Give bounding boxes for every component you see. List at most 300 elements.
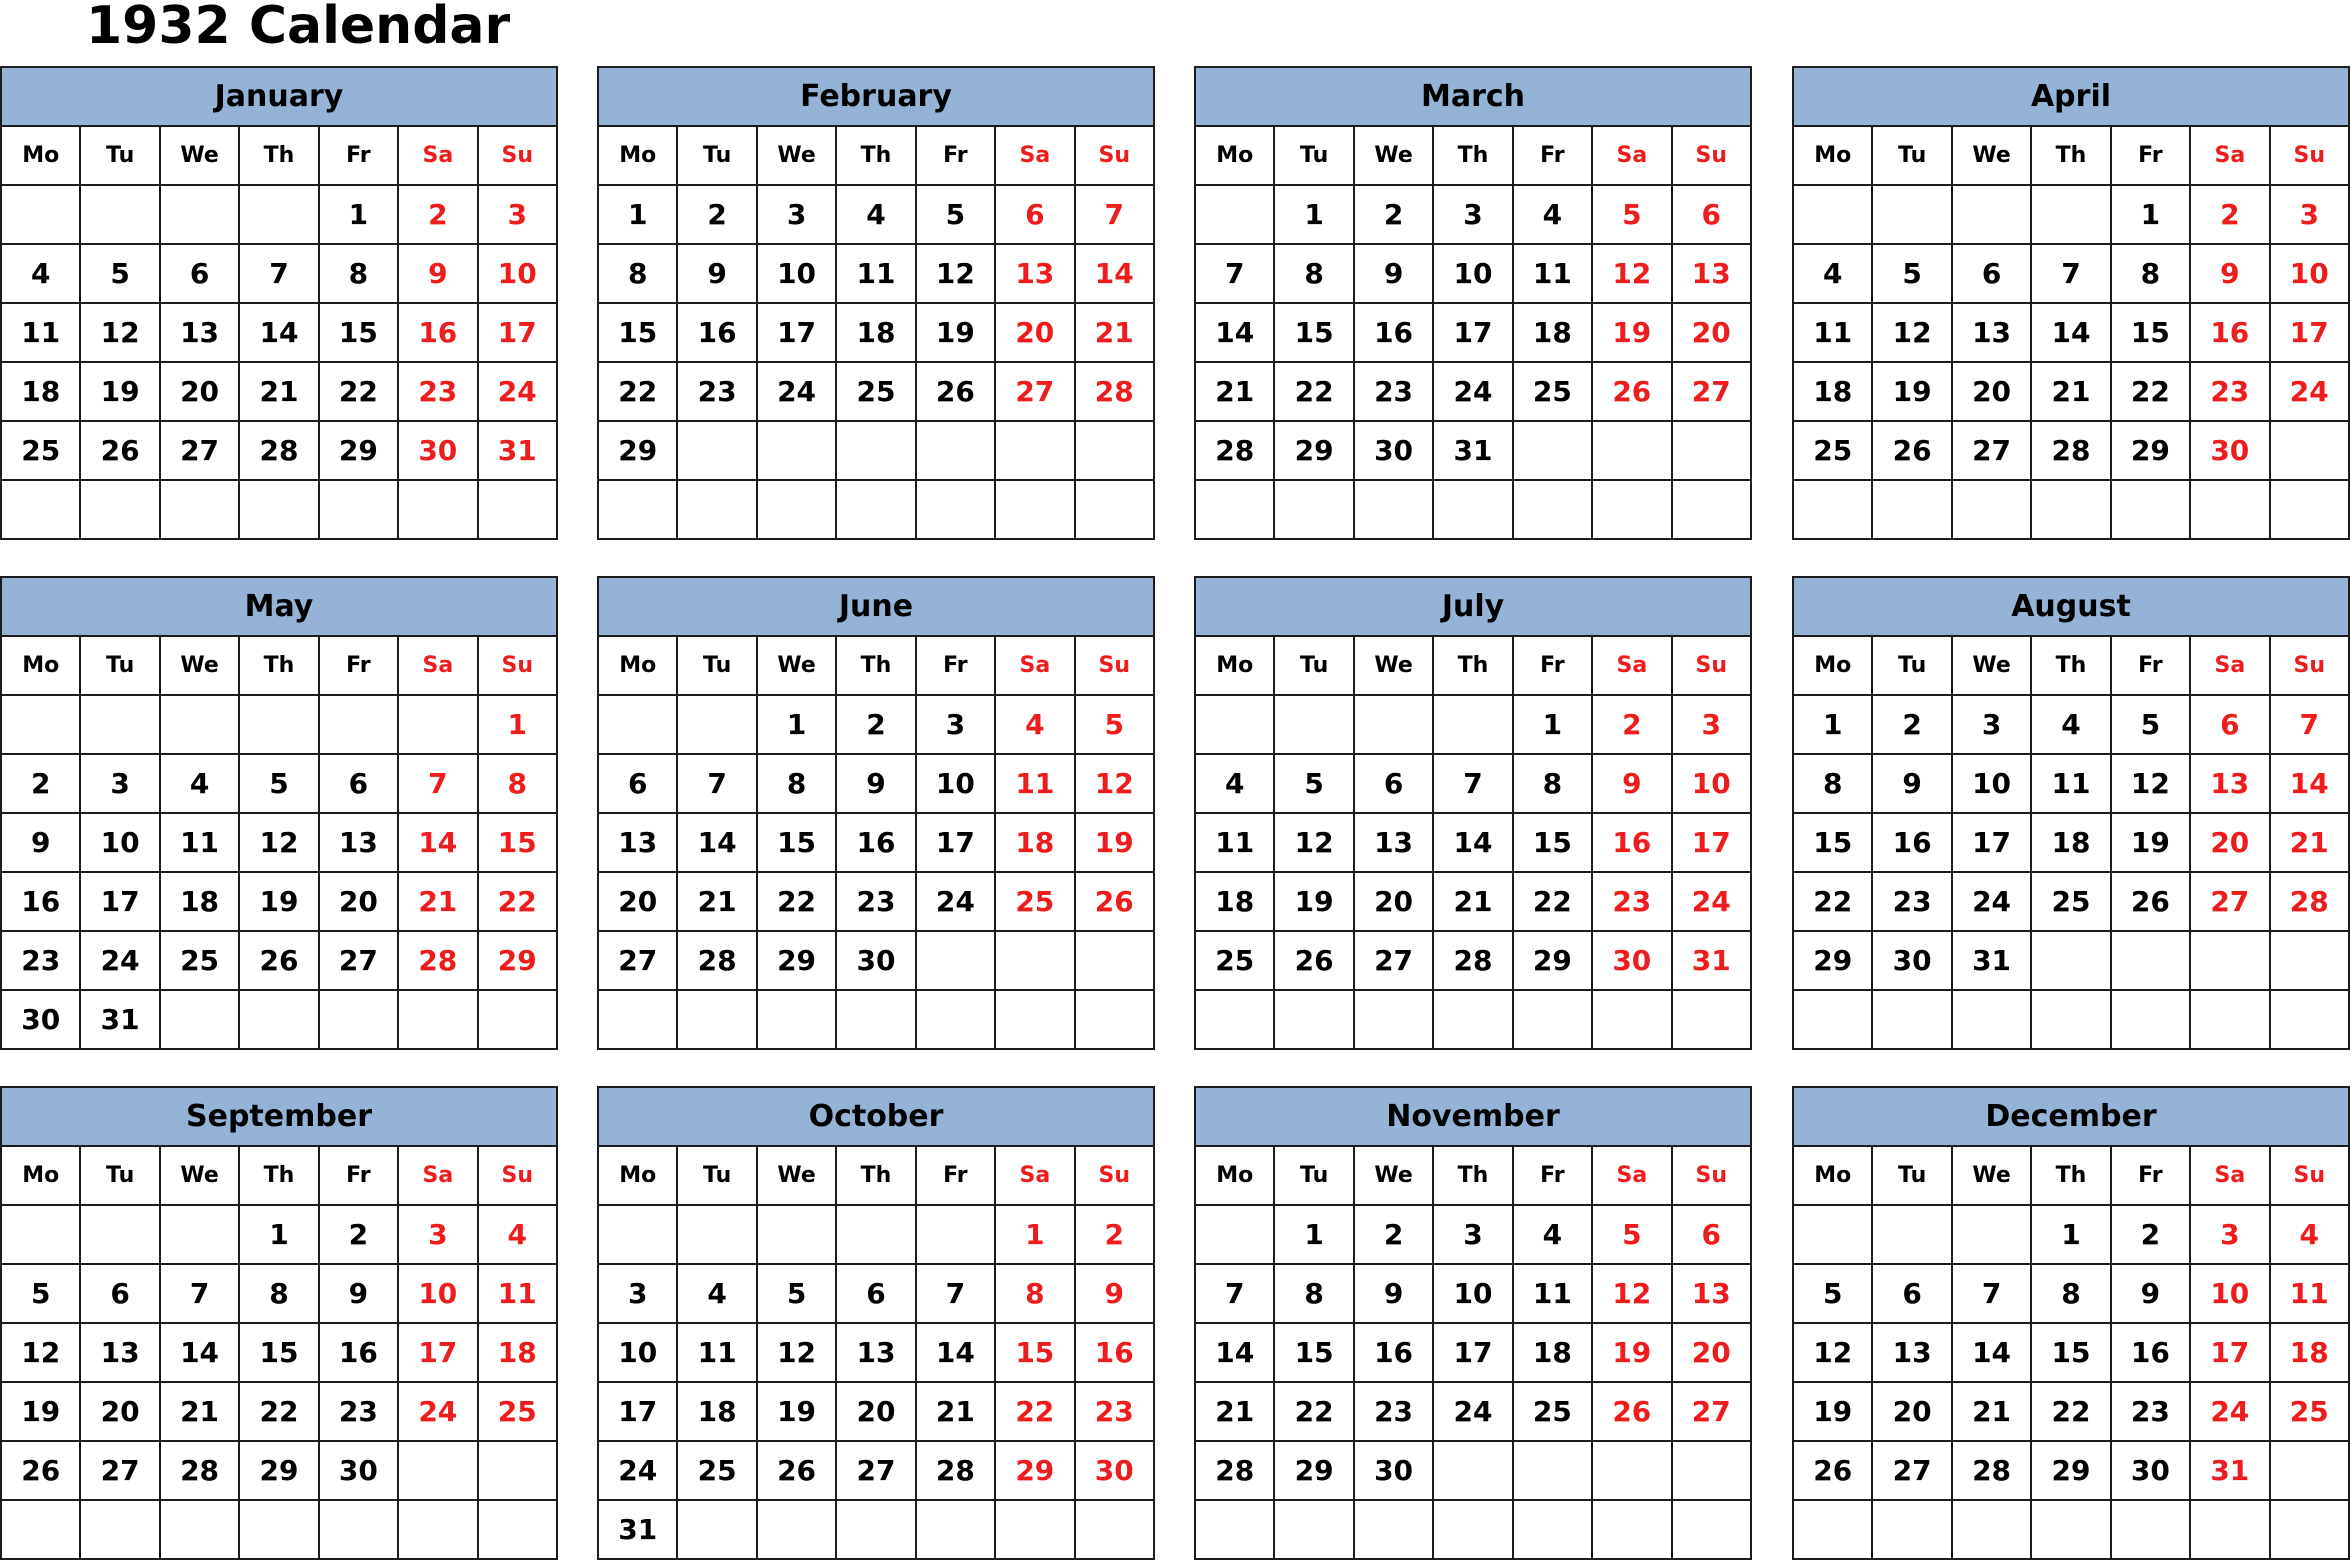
day-cell bbox=[1354, 990, 1433, 1049]
day-cell: 24 bbox=[757, 362, 836, 421]
day-cell: 4 bbox=[1, 244, 80, 303]
day-cell bbox=[836, 421, 915, 480]
day-cell: 14 bbox=[239, 303, 318, 362]
month-january bbox=[0, 66, 558, 540]
day-cell: 19 bbox=[1075, 813, 1154, 872]
day-cell bbox=[80, 695, 159, 754]
day-cell: 4 bbox=[995, 695, 1074, 754]
day-cell: 9 bbox=[677, 244, 756, 303]
weekday-header: Tu bbox=[80, 1146, 159, 1205]
day-cell bbox=[1075, 1500, 1154, 1559]
day-cell bbox=[1793, 480, 1872, 539]
day-cell bbox=[1513, 1441, 1592, 1500]
day-cell: 13 bbox=[1672, 1264, 1751, 1323]
day-cell: 21 bbox=[1195, 1382, 1274, 1441]
weekday-header: Sa bbox=[2190, 1146, 2269, 1205]
day-cell: 6 bbox=[319, 754, 398, 813]
day-cell: 27 bbox=[160, 421, 239, 480]
weekday-header: We bbox=[1952, 636, 2031, 695]
day-cell bbox=[995, 1500, 1074, 1559]
day-cell bbox=[1, 185, 80, 244]
day-cell bbox=[398, 1441, 477, 1500]
weekday-header: Fr bbox=[319, 1146, 398, 1205]
day-cell: 31 bbox=[1952, 931, 2031, 990]
day-cell bbox=[677, 695, 756, 754]
day-cell: 13 bbox=[160, 303, 239, 362]
day-cell bbox=[1592, 1500, 1671, 1559]
day-cell: 23 bbox=[836, 872, 915, 931]
day-cell bbox=[1672, 421, 1751, 480]
day-cell: 15 bbox=[1274, 303, 1353, 362]
day-cell: 25 bbox=[1793, 421, 1872, 480]
day-cell: 19 bbox=[1592, 303, 1671, 362]
day-cell: 26 bbox=[1075, 872, 1154, 931]
weekday-header: Fr bbox=[916, 636, 995, 695]
day-cell: 23 bbox=[1592, 872, 1671, 931]
day-cell bbox=[80, 1500, 159, 1559]
day-cell: 6 bbox=[1952, 244, 2031, 303]
day-cell: 15 bbox=[1513, 813, 1592, 872]
weekday-header: We bbox=[1354, 1146, 1433, 1205]
day-cell: 9 bbox=[1354, 1264, 1433, 1323]
day-cell bbox=[2031, 1500, 2110, 1559]
day-cell bbox=[757, 421, 836, 480]
day-cell bbox=[1274, 480, 1353, 539]
weekday-header: Su bbox=[2270, 636, 2349, 695]
day-cell bbox=[836, 990, 915, 1049]
day-cell: 28 bbox=[1952, 1441, 2031, 1500]
day-cell: 17 bbox=[1433, 1323, 1512, 1382]
day-cell: 2 bbox=[398, 185, 477, 244]
day-cell bbox=[160, 480, 239, 539]
day-cell bbox=[1, 1500, 80, 1559]
day-cell: 22 bbox=[1274, 362, 1353, 421]
day-cell bbox=[2031, 480, 2110, 539]
day-cell: 28 bbox=[916, 1441, 995, 1500]
day-cell: 9 bbox=[1872, 754, 1951, 813]
day-cell: 14 bbox=[2031, 303, 2110, 362]
weekday-header: We bbox=[1952, 1146, 2031, 1205]
weekday-header: Su bbox=[1672, 636, 1751, 695]
day-cell: 28 bbox=[398, 931, 477, 990]
day-cell: 30 bbox=[1872, 931, 1951, 990]
day-cell bbox=[2111, 931, 2190, 990]
day-cell: 15 bbox=[598, 303, 677, 362]
day-cell: 24 bbox=[2190, 1382, 2269, 1441]
day-cell bbox=[757, 1500, 836, 1559]
day-cell: 31 bbox=[2190, 1441, 2269, 1500]
day-cell: 3 bbox=[1952, 695, 2031, 754]
day-cell: 26 bbox=[916, 362, 995, 421]
day-cell: 11 bbox=[478, 1264, 557, 1323]
day-cell: 31 bbox=[598, 1500, 677, 1559]
day-cell: 20 bbox=[2190, 813, 2269, 872]
day-cell bbox=[1672, 1500, 1751, 1559]
day-cell: 20 bbox=[1952, 362, 2031, 421]
day-cell: 25 bbox=[677, 1441, 756, 1500]
day-cell: 22 bbox=[1274, 1382, 1353, 1441]
day-cell bbox=[836, 1205, 915, 1264]
day-cell bbox=[1354, 695, 1433, 754]
day-cell: 5 bbox=[239, 754, 318, 813]
day-cell: 7 bbox=[1195, 1264, 1274, 1323]
day-cell bbox=[1, 695, 80, 754]
day-cell: 7 bbox=[1075, 185, 1154, 244]
day-cell: 1 bbox=[995, 1205, 1074, 1264]
day-cell: 24 bbox=[916, 872, 995, 931]
weekday-header: Mo bbox=[598, 636, 677, 695]
day-cell: 21 bbox=[916, 1382, 995, 1441]
day-cell: 23 bbox=[1354, 1382, 1433, 1441]
day-cell: 13 bbox=[836, 1323, 915, 1382]
day-cell: 5 bbox=[1592, 1205, 1671, 1264]
day-cell: 25 bbox=[160, 931, 239, 990]
day-cell: 18 bbox=[2031, 813, 2110, 872]
day-cell: 30 bbox=[1075, 1441, 1154, 1500]
day-cell bbox=[239, 1500, 318, 1559]
weekday-header: Su bbox=[2270, 1146, 2349, 1205]
month-name: January bbox=[1, 67, 557, 126]
day-cell: 17 bbox=[1672, 813, 1751, 872]
weekday-header: Su bbox=[2270, 126, 2349, 185]
month-name: August bbox=[1793, 577, 2349, 636]
day-cell: 4 bbox=[1195, 754, 1274, 813]
day-cell bbox=[1195, 990, 1274, 1049]
day-cell: 25 bbox=[995, 872, 1074, 931]
day-cell bbox=[836, 480, 915, 539]
day-cell: 27 bbox=[1354, 931, 1433, 990]
day-cell: 19 bbox=[239, 872, 318, 931]
day-cell bbox=[2190, 1500, 2269, 1559]
day-cell bbox=[1793, 1500, 1872, 1559]
day-cell bbox=[1872, 480, 1951, 539]
day-cell: 16 bbox=[1872, 813, 1951, 872]
day-cell: 31 bbox=[1672, 931, 1751, 990]
weekday-header: Th bbox=[1433, 636, 1512, 695]
day-cell: 10 bbox=[916, 754, 995, 813]
day-cell: 17 bbox=[598, 1382, 677, 1441]
day-cell: 13 bbox=[2190, 754, 2269, 813]
day-cell: 14 bbox=[398, 813, 477, 872]
day-cell bbox=[1195, 480, 1274, 539]
day-cell: 1 bbox=[1274, 1205, 1353, 1264]
day-cell: 12 bbox=[757, 1323, 836, 1382]
day-cell bbox=[80, 1205, 159, 1264]
day-cell: 11 bbox=[1195, 813, 1274, 872]
day-cell bbox=[1433, 1500, 1512, 1559]
weekday-header: Mo bbox=[1195, 126, 1274, 185]
weekday-header: Su bbox=[478, 126, 557, 185]
day-cell: 16 bbox=[677, 303, 756, 362]
day-cell: 9 bbox=[1354, 244, 1433, 303]
day-cell bbox=[398, 695, 477, 754]
day-cell: 16 bbox=[836, 813, 915, 872]
day-cell: 15 bbox=[1274, 1323, 1353, 1382]
day-cell: 10 bbox=[398, 1264, 477, 1323]
day-cell: 30 bbox=[319, 1441, 398, 1500]
day-cell: 31 bbox=[80, 990, 159, 1049]
day-cell: 1 bbox=[478, 695, 557, 754]
day-cell: 6 bbox=[1872, 1264, 1951, 1323]
weekday-header: Tu bbox=[1872, 636, 1951, 695]
day-cell bbox=[2031, 931, 2110, 990]
day-cell: 7 bbox=[160, 1264, 239, 1323]
day-cell: 6 bbox=[160, 244, 239, 303]
day-cell bbox=[2111, 990, 2190, 1049]
day-cell: 14 bbox=[1433, 813, 1512, 872]
day-cell bbox=[2031, 990, 2110, 1049]
day-cell: 14 bbox=[1195, 1323, 1274, 1382]
day-cell: 4 bbox=[1513, 1205, 1592, 1264]
day-cell: 3 bbox=[398, 1205, 477, 1264]
weekday-header: Fr bbox=[319, 126, 398, 185]
month-name: March bbox=[1195, 67, 1751, 126]
day-cell: 22 bbox=[757, 872, 836, 931]
weekday-header: Tu bbox=[80, 636, 159, 695]
month-november bbox=[1194, 1086, 1752, 1560]
day-cell: 26 bbox=[1793, 1441, 1872, 1500]
day-cell bbox=[80, 480, 159, 539]
day-cell: 11 bbox=[160, 813, 239, 872]
weekday-header: Tu bbox=[1872, 126, 1951, 185]
day-cell: 10 bbox=[1433, 1264, 1512, 1323]
day-cell: 25 bbox=[478, 1382, 557, 1441]
weekday-header: Mo bbox=[1, 126, 80, 185]
day-cell: 19 bbox=[1793, 1382, 1872, 1441]
day-cell: 6 bbox=[836, 1264, 915, 1323]
day-cell: 7 bbox=[1433, 754, 1512, 813]
day-cell: 20 bbox=[995, 303, 1074, 362]
day-cell bbox=[916, 1205, 995, 1264]
day-cell: 10 bbox=[757, 244, 836, 303]
month-june bbox=[597, 576, 1155, 1050]
day-cell: 21 bbox=[1952, 1382, 2031, 1441]
day-cell: 16 bbox=[2111, 1323, 2190, 1382]
day-cell bbox=[1513, 480, 1592, 539]
weekday-header: Sa bbox=[995, 126, 1074, 185]
day-cell bbox=[160, 695, 239, 754]
day-cell bbox=[160, 1205, 239, 1264]
day-cell: 1 bbox=[319, 185, 398, 244]
day-cell: 7 bbox=[916, 1264, 995, 1323]
day-cell bbox=[1872, 185, 1951, 244]
day-cell: 20 bbox=[1672, 1323, 1751, 1382]
day-cell bbox=[1592, 1441, 1671, 1500]
weekday-header: Su bbox=[1672, 126, 1751, 185]
day-cell: 19 bbox=[2111, 813, 2190, 872]
day-cell bbox=[1195, 1500, 1274, 1559]
day-cell: 4 bbox=[836, 185, 915, 244]
day-cell bbox=[1354, 1500, 1433, 1559]
day-cell bbox=[1513, 1500, 1592, 1559]
day-cell: 11 bbox=[1, 303, 80, 362]
day-cell: 21 bbox=[1075, 303, 1154, 362]
day-cell: 2 bbox=[836, 695, 915, 754]
day-cell bbox=[1354, 480, 1433, 539]
weekday-header: Sa bbox=[1592, 1146, 1671, 1205]
day-cell: 5 bbox=[2111, 695, 2190, 754]
day-cell: 5 bbox=[1075, 695, 1154, 754]
day-cell: 29 bbox=[2031, 1441, 2110, 1500]
day-cell: 4 bbox=[2270, 1205, 2349, 1264]
weekday-header: Tu bbox=[1274, 126, 1353, 185]
day-cell: 8 bbox=[2031, 1264, 2110, 1323]
day-cell: 13 bbox=[1872, 1323, 1951, 1382]
day-cell: 14 bbox=[1952, 1323, 2031, 1382]
day-cell: 5 bbox=[1872, 244, 1951, 303]
day-cell bbox=[1195, 695, 1274, 754]
day-cell: 1 bbox=[2031, 1205, 2110, 1264]
day-cell: 9 bbox=[836, 754, 915, 813]
day-cell: 25 bbox=[1513, 362, 1592, 421]
day-cell: 1 bbox=[757, 695, 836, 754]
day-cell bbox=[677, 990, 756, 1049]
day-cell: 16 bbox=[1354, 303, 1433, 362]
day-cell bbox=[239, 695, 318, 754]
day-cell bbox=[757, 1205, 836, 1264]
day-cell bbox=[239, 990, 318, 1049]
day-cell bbox=[2190, 480, 2269, 539]
day-cell: 13 bbox=[598, 813, 677, 872]
day-cell: 20 bbox=[80, 1382, 159, 1441]
day-cell: 6 bbox=[1672, 1205, 1751, 1264]
day-cell: 3 bbox=[478, 185, 557, 244]
day-cell: 9 bbox=[1592, 754, 1671, 813]
day-cell bbox=[677, 1500, 756, 1559]
day-cell: 8 bbox=[598, 244, 677, 303]
day-cell: 3 bbox=[598, 1264, 677, 1323]
day-cell: 19 bbox=[1274, 872, 1353, 931]
day-cell: 11 bbox=[1513, 244, 1592, 303]
day-cell: 29 bbox=[1274, 421, 1353, 480]
day-cell: 24 bbox=[598, 1441, 677, 1500]
day-cell: 16 bbox=[1354, 1323, 1433, 1382]
month-name: May bbox=[1, 577, 557, 636]
day-cell: 29 bbox=[1274, 1441, 1353, 1500]
day-cell: 1 bbox=[1513, 695, 1592, 754]
day-cell: 15 bbox=[995, 1323, 1074, 1382]
day-cell: 12 bbox=[1592, 244, 1671, 303]
weekday-header: We bbox=[160, 1146, 239, 1205]
weekday-header: Tu bbox=[677, 636, 756, 695]
day-cell: 8 bbox=[1513, 754, 1592, 813]
day-cell: 2 bbox=[1354, 1205, 1433, 1264]
weekday-header: Su bbox=[1672, 1146, 1751, 1205]
day-cell: 12 bbox=[239, 813, 318, 872]
day-cell bbox=[1433, 990, 1512, 1049]
day-cell bbox=[1433, 480, 1512, 539]
day-cell: 30 bbox=[1354, 1441, 1433, 1500]
day-cell: 12 bbox=[1872, 303, 1951, 362]
day-cell: 1 bbox=[1793, 695, 1872, 754]
day-cell: 16 bbox=[398, 303, 477, 362]
day-cell: 10 bbox=[80, 813, 159, 872]
day-cell: 28 bbox=[2270, 872, 2349, 931]
day-cell: 15 bbox=[1793, 813, 1872, 872]
day-cell: 29 bbox=[478, 931, 557, 990]
day-cell: 6 bbox=[995, 185, 1074, 244]
day-cell: 17 bbox=[2270, 303, 2349, 362]
day-cell bbox=[319, 1500, 398, 1559]
day-cell: 22 bbox=[239, 1382, 318, 1441]
weekday-header: Fr bbox=[2111, 1146, 2190, 1205]
day-cell bbox=[995, 931, 1074, 990]
weekday-header: Sa bbox=[398, 126, 477, 185]
day-cell bbox=[1872, 1500, 1951, 1559]
day-cell bbox=[160, 990, 239, 1049]
day-cell bbox=[2270, 421, 2349, 480]
day-cell: 18 bbox=[2270, 1323, 2349, 1382]
day-cell: 24 bbox=[1433, 1382, 1512, 1441]
weekday-header: Fr bbox=[2111, 636, 2190, 695]
weekday-header: Th bbox=[836, 636, 915, 695]
day-cell: 15 bbox=[2111, 303, 2190, 362]
day-cell: 13 bbox=[319, 813, 398, 872]
month-name: November bbox=[1195, 1087, 1751, 1146]
day-cell: 11 bbox=[1513, 1264, 1592, 1323]
day-cell bbox=[319, 480, 398, 539]
day-cell bbox=[1592, 480, 1671, 539]
month-name: September bbox=[1, 1087, 557, 1146]
day-cell: 21 bbox=[2270, 813, 2349, 872]
day-cell: 22 bbox=[598, 362, 677, 421]
day-cell: 29 bbox=[239, 1441, 318, 1500]
day-cell: 11 bbox=[1793, 303, 1872, 362]
day-cell: 15 bbox=[319, 303, 398, 362]
weekday-header: Th bbox=[2031, 636, 2110, 695]
weekday-header: Sa bbox=[995, 636, 1074, 695]
day-cell: 24 bbox=[2270, 362, 2349, 421]
weekday-header: Mo bbox=[1793, 636, 1872, 695]
day-cell: 17 bbox=[1952, 813, 2031, 872]
day-cell: 26 bbox=[757, 1441, 836, 1500]
weekday-header: Fr bbox=[916, 1146, 995, 1205]
day-cell: 2 bbox=[2111, 1205, 2190, 1264]
day-cell: 12 bbox=[1274, 813, 1353, 872]
day-cell: 20 bbox=[1354, 872, 1433, 931]
day-cell: 27 bbox=[2190, 872, 2269, 931]
day-cell bbox=[677, 480, 756, 539]
weekday-header: Sa bbox=[398, 636, 477, 695]
day-cell: 18 bbox=[160, 872, 239, 931]
day-cell: 29 bbox=[598, 421, 677, 480]
day-cell bbox=[1433, 695, 1512, 754]
day-cell: 3 bbox=[2270, 185, 2349, 244]
day-cell: 21 bbox=[677, 872, 756, 931]
day-cell: 10 bbox=[1952, 754, 2031, 813]
day-cell: 26 bbox=[80, 421, 159, 480]
day-cell: 30 bbox=[398, 421, 477, 480]
day-cell: 16 bbox=[1075, 1323, 1154, 1382]
day-cell bbox=[1952, 990, 2031, 1049]
day-cell: 7 bbox=[2031, 244, 2110, 303]
day-cell: 27 bbox=[319, 931, 398, 990]
month-name: July bbox=[1195, 577, 1751, 636]
day-cell: 31 bbox=[1433, 421, 1512, 480]
weekday-header: Mo bbox=[1793, 1146, 1872, 1205]
day-cell: 7 bbox=[2270, 695, 2349, 754]
day-cell: 15 bbox=[239, 1323, 318, 1382]
day-cell bbox=[2031, 185, 2110, 244]
day-cell: 28 bbox=[1195, 421, 1274, 480]
day-cell: 4 bbox=[478, 1205, 557, 1264]
day-cell: 8 bbox=[239, 1264, 318, 1323]
day-cell bbox=[916, 931, 995, 990]
day-cell bbox=[598, 1205, 677, 1264]
day-cell bbox=[995, 421, 1074, 480]
day-cell: 10 bbox=[1672, 754, 1751, 813]
day-cell: 5 bbox=[916, 185, 995, 244]
